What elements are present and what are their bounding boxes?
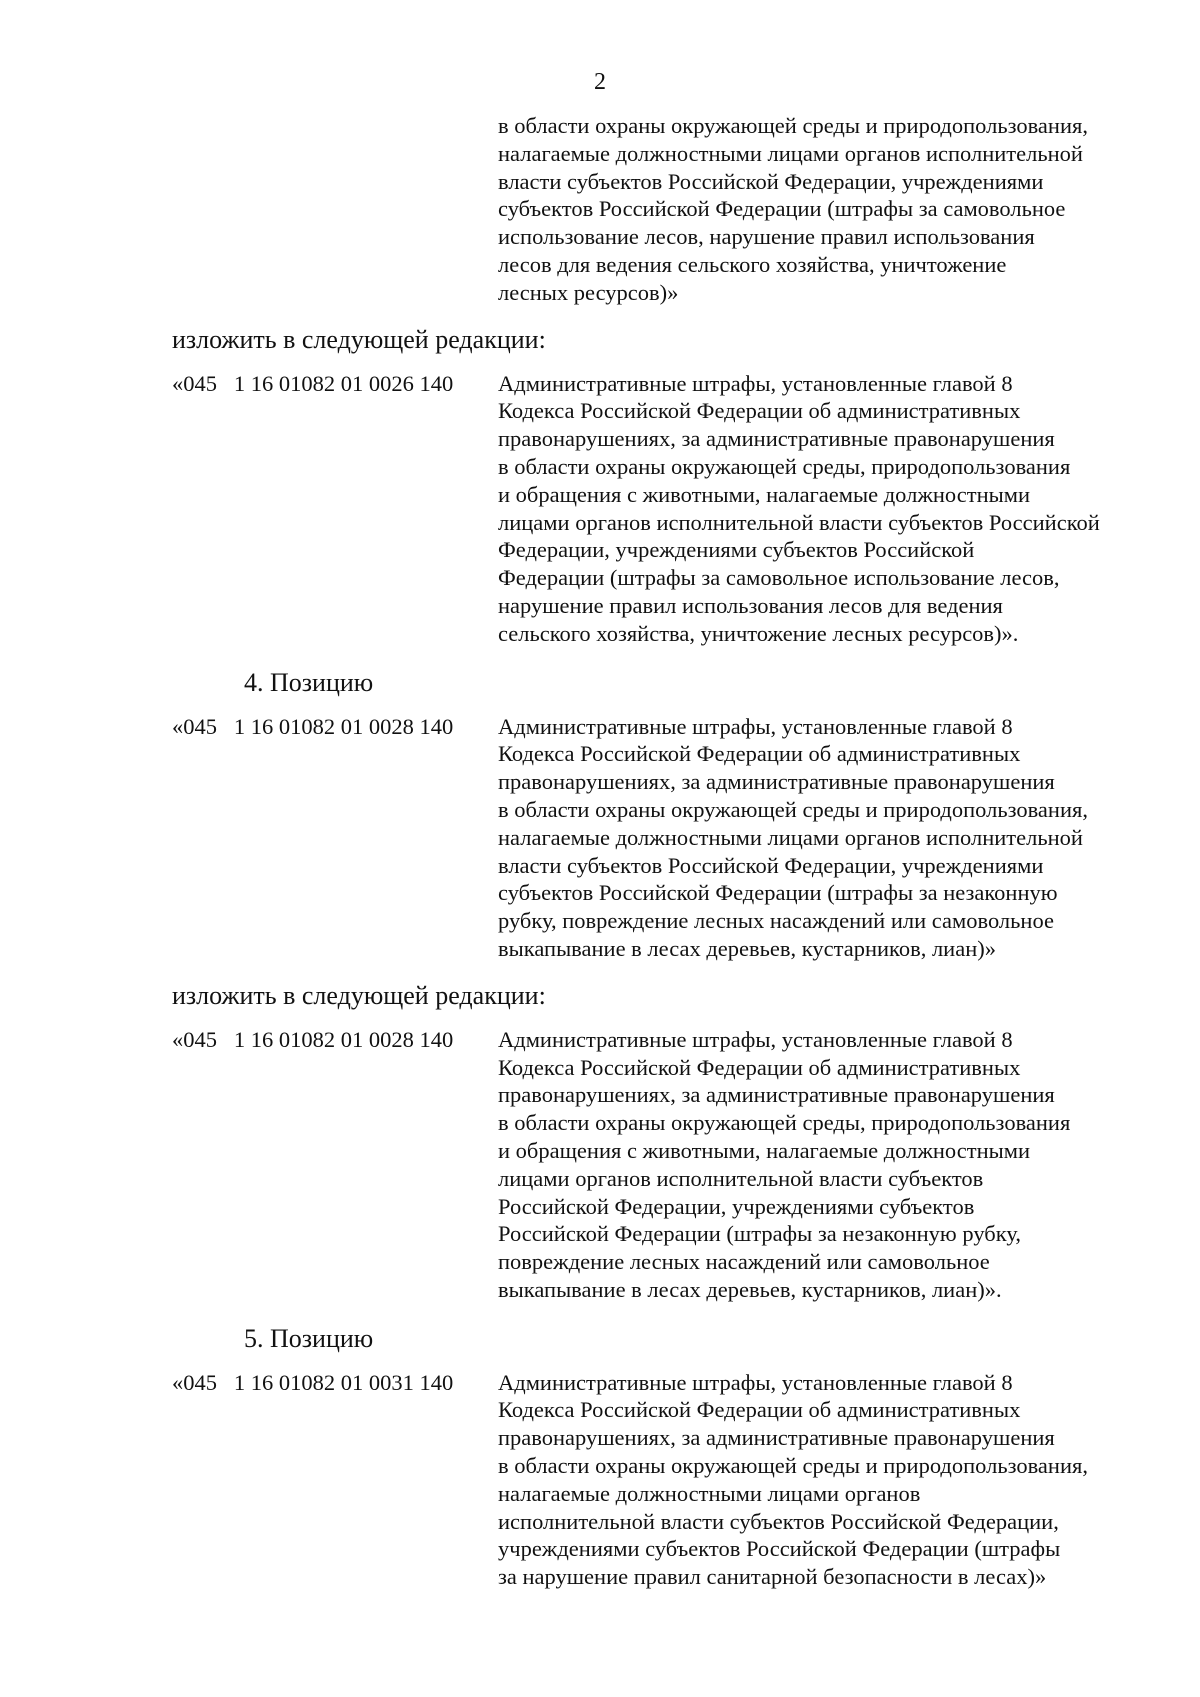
- code-description: Административные штрафы, установленные главой 8 Кодекса Российской Федерации об административных правонарушениях, за административные правонарушения в области охраны окружающей среды и природопользования, налагаемые должностными лицами органов исполнительной власти субъектов Российской Федерации, учреждениями субъектов Российской Федерации (штрафы за нарушение правил санитарной безопасности в лесах)»: [498, 1369, 1088, 1590]
- code-entry-row: [172, 1026, 1130, 1304]
- budget-code: «045 1 16 01082 01 0028 140: [172, 1026, 454, 1052]
- continued-description: в области охраны окружающей среды и природопользования, налагаемые должностными лицами органов исполнительной власти субъектов Российской Федерации, учреждениями субъектов Российской Федерации (штрафы за самовольное использование лесов, нарушение правил использования лесов для ведения сельского хозяйства, уничтожение лесных ресурсов)»: [498, 113, 1088, 305]
- code-description: Административные штрафы, установленные главой 8 Кодекса Российской Федерации об административных правонарушениях, за административные правонарушения в области охраны окружающей среды и природопользования, налагаемые должностными лицами органов исполнительной власти субъектов Российской Федерации, учреждениями субъектов Российской Федерации (штрафы за незаконную рубку, повреждение лесных насаждений или самовольное выкапывание в лесах деревьев, кустарников, лиан)»: [498, 713, 1088, 961]
- code-description: Административные штрафы, установленные главой 8 Кодекса Российской Федерации об административных правонарушениях, за административные правонарушения в области охраны окружающей среды, природопользования и обращения с животными, налагаемые должностными лицами органов исполнительной власти субъектов Российской Федерации, учреждениями субъектов Российской Федерации (штрафы за самовольное использование лесов, нарушение правил использования лесов для ведения сельского хозяйства, уничтожение лесных ресурсов)».: [498, 370, 1100, 646]
- budget-code: «045 1 16 01082 01 0028 140: [172, 713, 454, 739]
- budget-code: «045 1 16 01082 01 0026 140: [172, 370, 454, 396]
- instruction-text: изложить в следующей редакции:: [172, 324, 546, 354]
- code-entry-row: [172, 370, 1130, 648]
- instruction-text: изложить в следующей редакции:: [172, 980, 546, 1010]
- document-body: [172, 112, 1130, 1591]
- code-description: Административные штрафы, установленные главой 8 Кодекса Российской Федерации об административных правонарушениях, за административные правонарушения в области охраны окружающей среды, природопользования и обращения с животными, налагаемые должностными лицами органов исполнительной власти субъектов Российской Федерации, учреждениями субъектов Российской Федерации (штрафы за незаконную рубку, повреждение лесных насаждений или самовольное выкапывание в лесах деревьев, кустарников, лиан)».: [498, 1026, 1071, 1302]
- position-heading: 5. Позицию: [244, 1323, 374, 1353]
- code-entry-row: [172, 1369, 1130, 1591]
- page-number: 2: [594, 69, 606, 95]
- position-heading: 4. Позицию: [244, 667, 374, 697]
- code-entry-row: [172, 713, 1130, 963]
- budget-code: «045 1 16 01082 01 0031 140: [172, 1369, 454, 1395]
